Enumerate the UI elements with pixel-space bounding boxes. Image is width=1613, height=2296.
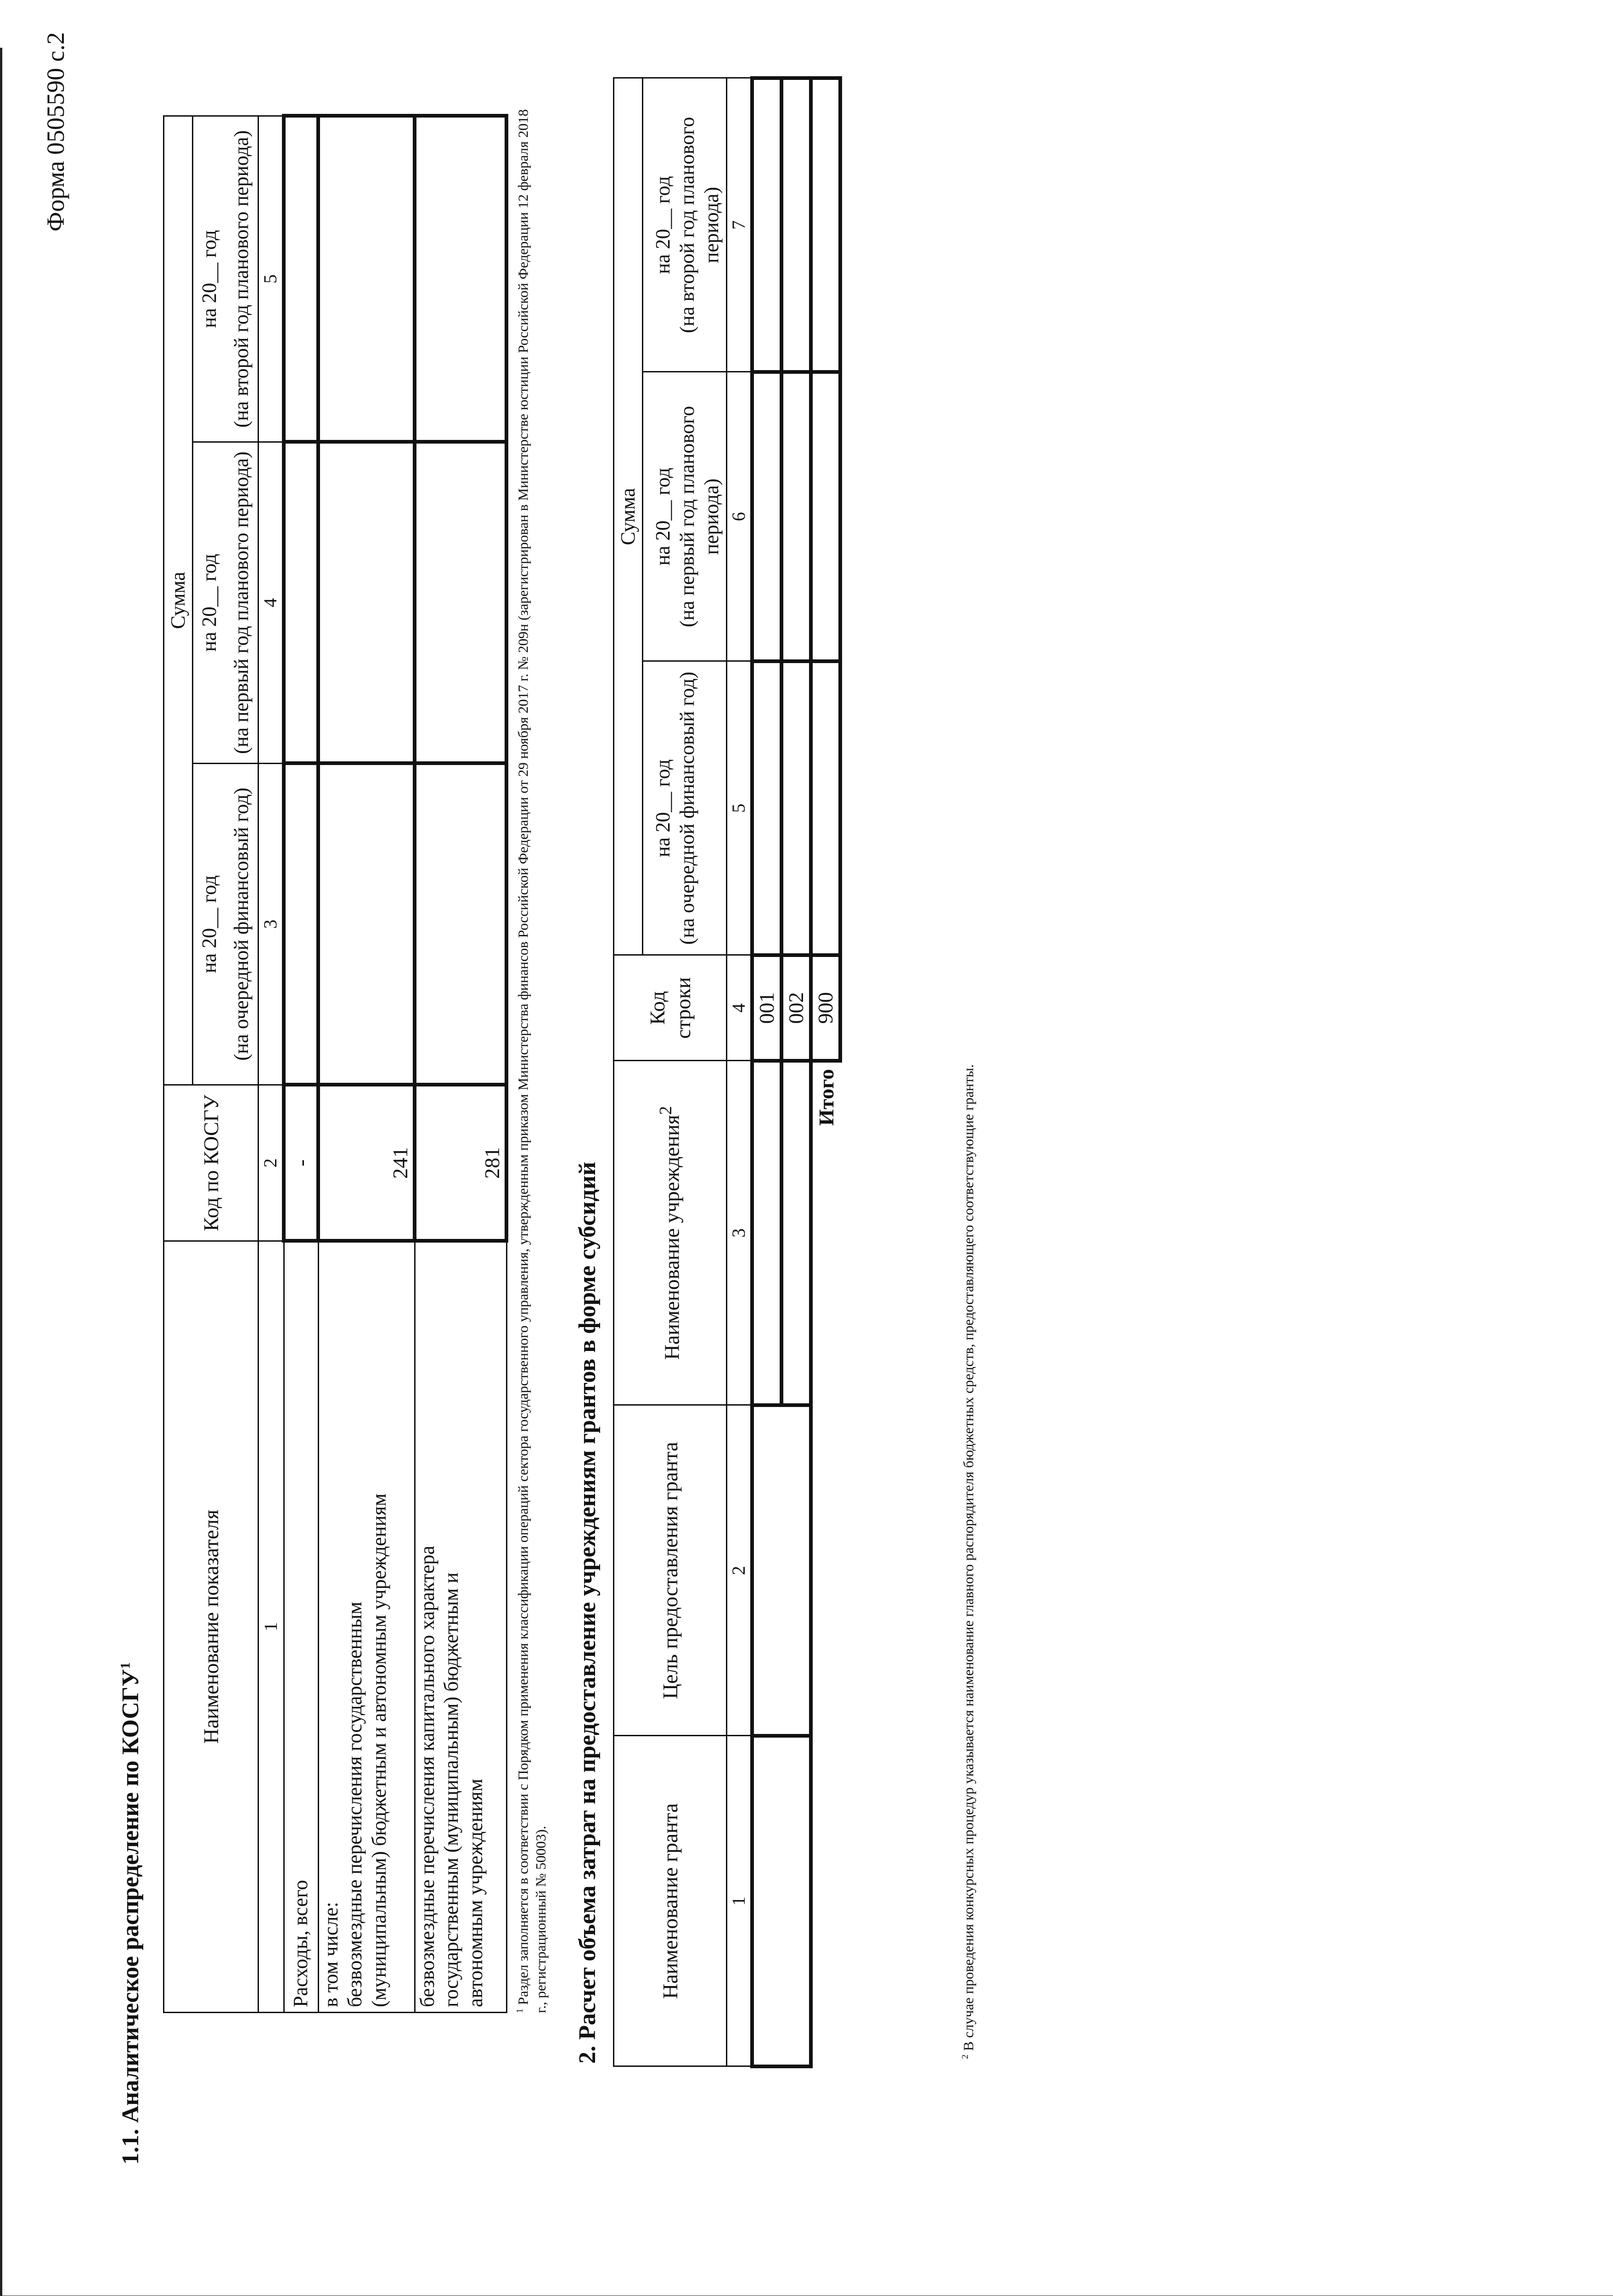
total-label: Итого bbox=[815, 1069, 838, 1126]
header-institution bbox=[614, 1061, 727, 1405]
value-cell[interactable] bbox=[284, 764, 318, 1085]
grant-purpose-cell[interactable] bbox=[752, 1405, 811, 1736]
value-cell[interactable] bbox=[781, 661, 811, 955]
header-sum: Сумма bbox=[614, 78, 643, 955]
column-number: 1 bbox=[259, 1241, 284, 2013]
table-row bbox=[415, 116, 506, 2012]
kosgu-table bbox=[163, 114, 508, 2013]
row-code: 001 bbox=[752, 955, 781, 1061]
row-name: безвозмездные перечисления капитального характера государственным (муниципальным) бюджетным и автономным учреждениям bbox=[415, 1241, 506, 2013]
column-number: 1 bbox=[727, 1736, 753, 2066]
footnote-text: В случае проведения конкурсных процедур указывается наименование главного распорядителя бюджетных средств, предоставляющего соответствующие гранты. bbox=[960, 1064, 977, 2051]
value-cell[interactable] bbox=[284, 442, 318, 764]
column-number: 3 bbox=[727, 1061, 753, 1405]
column-number: 2 bbox=[727, 1405, 753, 1736]
value-cell[interactable] bbox=[284, 116, 318, 442]
value-cell[interactable] bbox=[752, 661, 781, 955]
header-grant-name: Наименование гранта bbox=[614, 1736, 727, 2066]
scan-edge bbox=[0, 48, 2, 2296]
header-year-2-note: (на первый год планового периода) bbox=[225, 442, 259, 764]
section-2-title: 2. Расчет объема затрат на предоставление учреждениям грантов в форме субсидий bbox=[574, 1162, 601, 2064]
value-cell[interactable] bbox=[781, 78, 811, 372]
value-cell[interactable] bbox=[415, 764, 506, 1085]
row-code: 241 bbox=[318, 1085, 415, 1241]
section-1-1-title bbox=[117, 1662, 144, 2165]
footnote-marker: 2 bbox=[960, 2054, 970, 2059]
table-row bbox=[318, 116, 415, 2012]
column-number: 5 bbox=[259, 116, 284, 442]
header-year-3-note: (на второй год планового периода) bbox=[675, 78, 727, 372]
table-row bbox=[284, 116, 318, 2012]
footnote-1 bbox=[514, 107, 550, 2013]
footnote-ref: 2 bbox=[656, 1106, 676, 1115]
column-number: 6 bbox=[727, 372, 753, 661]
total-row bbox=[811, 78, 840, 2066]
header-year-1-note: (на очередной финансовый год) bbox=[675, 661, 727, 955]
value-cell[interactable] bbox=[752, 78, 781, 372]
row-code: 002 bbox=[781, 955, 811, 1061]
header-year-3: на 20__ год bbox=[643, 78, 676, 372]
footnote-ref: 1 bbox=[118, 1662, 133, 1669]
header-year-1: на 20__ год bbox=[643, 661, 676, 955]
institution-cell[interactable] bbox=[781, 1061, 811, 1405]
value-cell[interactable] bbox=[415, 442, 506, 764]
header-year-3: на 20__ год bbox=[193, 116, 226, 442]
header-year-1: на 20__ год bbox=[193, 764, 226, 1085]
grant-name-cell[interactable] bbox=[752, 1736, 811, 2066]
row-code: 281 bbox=[415, 1085, 506, 1241]
total-code: 900 bbox=[811, 955, 840, 1061]
header-sum: Сумма bbox=[164, 116, 193, 1085]
section-1-1-title-text: 1.1. Аналитическое распределение по КОСГУ bbox=[118, 1669, 144, 2165]
value-cell[interactable] bbox=[752, 372, 781, 661]
value-cell[interactable] bbox=[415, 116, 506, 442]
value-cell[interactable] bbox=[318, 116, 415, 442]
table-row bbox=[752, 78, 781, 2066]
column-number: 7 bbox=[727, 78, 753, 372]
footnote-marker: 1 bbox=[515, 2009, 525, 2013]
column-number: 2 bbox=[259, 1085, 284, 1241]
header-grant-purpose: Цель предоставления гранта bbox=[614, 1405, 727, 1736]
column-number: 3 bbox=[259, 764, 284, 1085]
header-institution-text: Наименование учреждения bbox=[660, 1114, 684, 1360]
total-value-cell[interactable] bbox=[811, 78, 840, 372]
footnote-text: Раздел заполняется в соответствии с Порядком применения классификации операций сектора государственного управления, утвержденным приказом Министерства финансов Российской Федерации от 29 ноября 2017 г. № 209н (зарегистрирован в Министерстве юстиции Российской Федерации 12 февраля 2018 г., регистрационный № 50003). bbox=[515, 109, 549, 2013]
total-value-cell[interactable] bbox=[811, 372, 840, 661]
row-code: - bbox=[284, 1085, 318, 1241]
header-year-2: на 20__ год bbox=[643, 372, 676, 661]
column-number: 4 bbox=[259, 442, 284, 764]
column-number: 5 bbox=[727, 661, 753, 955]
row-name: Расходы, всего bbox=[284, 1241, 318, 2013]
header-year-1-note: (на очередной финансовый год) bbox=[225, 764, 259, 1085]
header-year-2: на 20__ год bbox=[193, 442, 226, 764]
footnote-2 bbox=[960, 107, 978, 2059]
form-number: Форма 0505590 с.2 bbox=[42, 32, 69, 232]
header-year-2-note: (на первый год планового периода) bbox=[675, 372, 727, 661]
total-value-cell[interactable] bbox=[811, 661, 840, 955]
institution-cell[interactable] bbox=[752, 1061, 781, 1405]
header-year-3-note: (на второй год планового периода) bbox=[225, 116, 259, 442]
value-cell[interactable] bbox=[781, 372, 811, 661]
row-name: в том числе: безвозмездные перечисления государственным (муниципальным) бюджетным и автономным учреждениям bbox=[318, 1241, 415, 2013]
column-number: 4 bbox=[727, 955, 753, 1061]
header-indicator-name: Наименование показателя bbox=[164, 1241, 259, 2013]
value-cell[interactable] bbox=[318, 442, 415, 764]
value-cell[interactable] bbox=[318, 764, 415, 1085]
header-kosgu-code: Код по КОСГУ bbox=[164, 1085, 259, 1241]
grants-table bbox=[613, 76, 842, 2068]
header-row-code: Код строки bbox=[614, 955, 727, 1061]
